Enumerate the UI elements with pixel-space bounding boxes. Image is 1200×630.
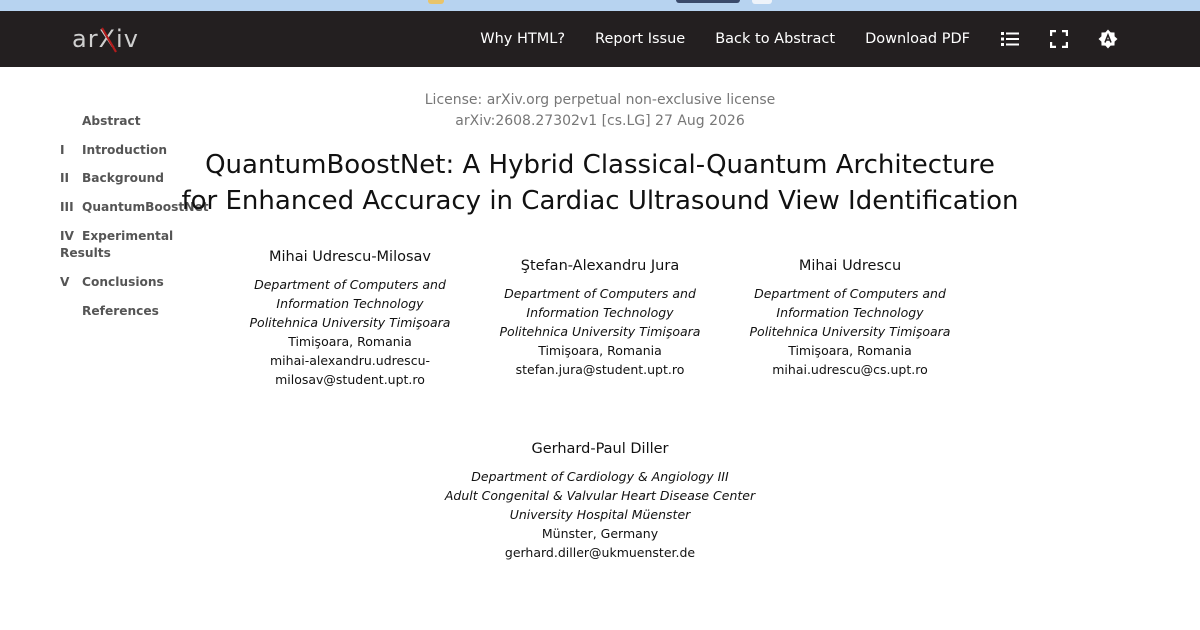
- author-dept-line2: Information Technology: [276, 296, 424, 311]
- author-email[interactable]: gerhard.diller@ukmuenster.de: [504, 545, 696, 560]
- top-navbar: [0, 11, 1200, 67]
- author-university: Politehnica University Timişoara: [499, 324, 701, 339]
- author-name: Gerhard-Paul Diller: [531, 441, 669, 457]
- list-icon[interactable]: [1000, 29, 1020, 49]
- toc-item-label: Background: [82, 171, 165, 185]
- paper-title: [0, 147, 1200, 219]
- author-card: [240, 249, 460, 389]
- why-html-link[interactable]: Why HTML?: [480, 31, 566, 47]
- license-text: License: arXiv.org perpetual non-exclusive license: [424, 92, 776, 108]
- banner-link[interactable]: [676, 0, 740, 3]
- logo-x-mark-icon: [100, 26, 118, 54]
- toc-item-number: IV: [60, 229, 74, 243]
- arxiv-logo[interactable]: ar X iv: [72, 25, 139, 53]
- author-name: Ştefan-Alexandru Jura: [520, 258, 680, 274]
- author-dept-line1: Department of Computers and: [754, 286, 946, 301]
- toc-item-number: II: [60, 171, 70, 185]
- banner-close-icon[interactable]: [752, 0, 772, 4]
- top-banner-strip: [0, 0, 1200, 11]
- author-dept-line1: Department of Cardiology & Angiology III: [471, 469, 729, 484]
- author-dept-line2: Information Technology: [776, 305, 924, 320]
- arxiv-id: arXiv:2608.27302v1 [cs.LG] 27 Aug 2026: [455, 113, 745, 129]
- author-dept-line1: Department of Computers and: [254, 277, 446, 292]
- report-issue-link[interactable]: Report Issue: [595, 31, 686, 47]
- author-city: Münster, Germany: [541, 526, 659, 541]
- author-name: Mihai Udrescu-Milosav: [268, 249, 432, 265]
- author-dept-line2: Adult Congenital & Valvular Heart Disease Center: [444, 488, 756, 503]
- author-email[interactable]: mihai.udrescu@cs.upt.ro: [772, 362, 928, 377]
- toc-item-references[interactable]: [60, 304, 159, 318]
- author-university: University Hospital Müenster: [509, 507, 691, 522]
- author-email-line2[interactable]: milosav@student.upt.ro: [275, 372, 425, 387]
- author-name: Mihai Udrescu: [798, 258, 902, 274]
- banner-emoji-icon: [428, 0, 444, 4]
- author-card: [490, 258, 710, 379]
- author-email[interactable]: mihai-alexandru.udrescu-: [270, 353, 430, 368]
- author-card: [420, 441, 780, 562]
- toc-item-label: Introduction: [82, 143, 168, 157]
- download-pdf-link[interactable]: Download PDF: [865, 31, 970, 47]
- toc-item-conclusions[interactable]: [60, 275, 164, 289]
- toc-item-label: Conclusions: [82, 275, 164, 289]
- author-city: Timişoara, Romania: [788, 343, 912, 358]
- author-email[interactable]: stefan.jura@student.upt.ro: [515, 362, 685, 377]
- toc-item-label: Abstract: [82, 114, 141, 128]
- author-university: Politehnica University Timişoara: [249, 315, 451, 330]
- toc-item-label-line2: Results: [60, 246, 111, 260]
- toc-item-experimental-results[interactable]: [60, 229, 173, 260]
- paper-title-line2: for Enhanced Accuracy in Cardiac Ultrasound View Identification: [181, 186, 1019, 216]
- author-city: Timişoara, Romania: [288, 334, 412, 349]
- author-university: Politehnica University Timişoara: [749, 324, 951, 339]
- author-dept-line1: Department of Computers and: [504, 286, 696, 301]
- author-city: Timişoara, Romania: [538, 343, 662, 358]
- toc-item-label: References: [82, 304, 159, 318]
- theme-icon[interactable]: [1098, 29, 1118, 49]
- paper-title-line1: QuantumBoostNet: A Hybrid Classical-Quantum Architecture: [205, 150, 995, 180]
- author-card: [740, 258, 960, 379]
- back-to-abstract-link[interactable]: Back to Abstract: [715, 31, 836, 47]
- author-dept-line2: Information Technology: [526, 305, 674, 320]
- toc-item-label: QuantumBoostNet: [82, 200, 209, 214]
- toc-item-number: III: [60, 200, 74, 214]
- toc-item-number: I: [60, 143, 65, 157]
- toc-item-label: Experimental: [82, 229, 174, 243]
- fullscreen-icon[interactable]: [1049, 29, 1069, 49]
- toc-item-number: V: [60, 275, 70, 289]
